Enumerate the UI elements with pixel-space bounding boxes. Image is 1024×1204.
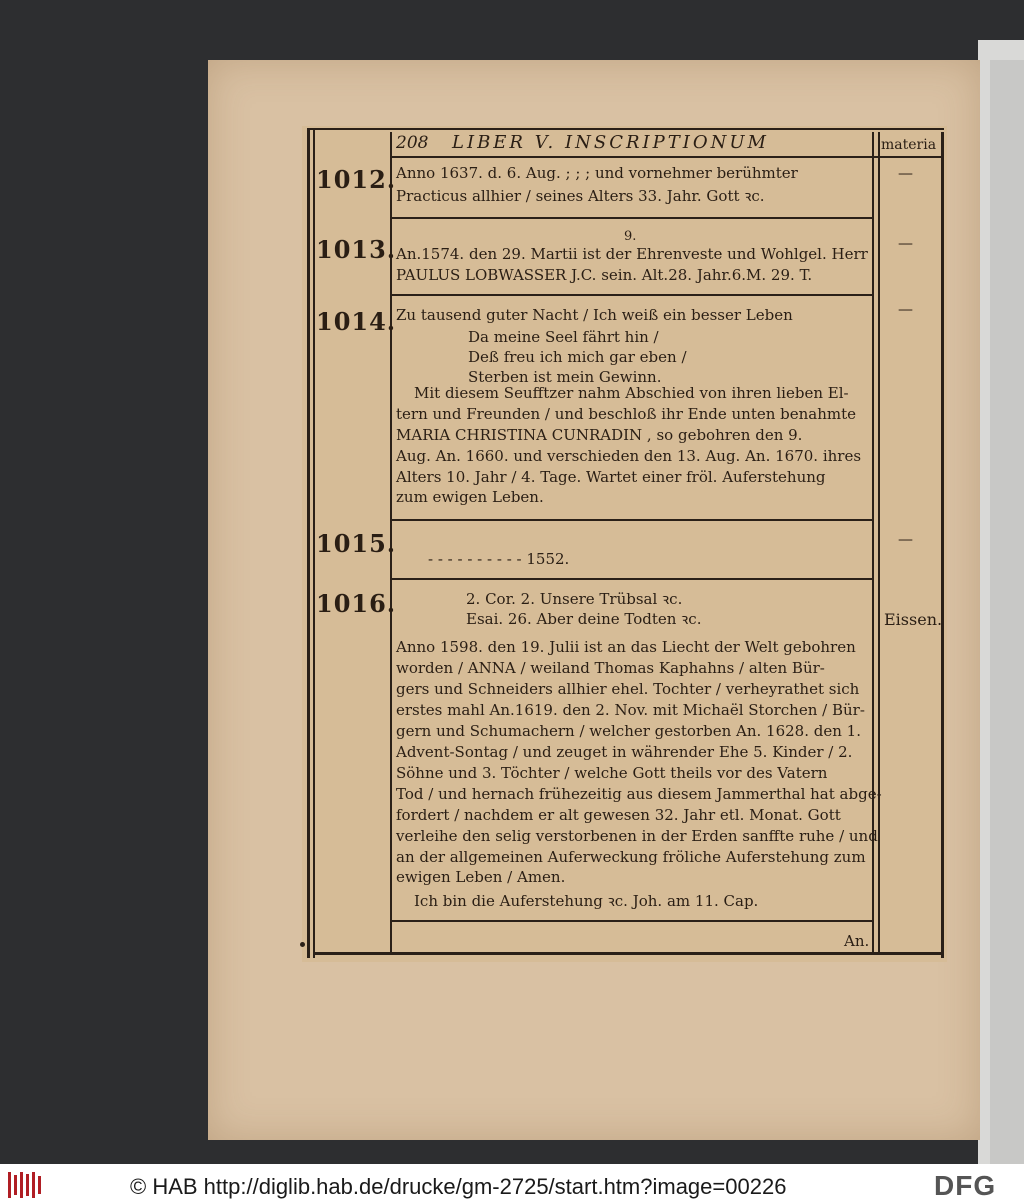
entry-number: 1013.	[316, 235, 397, 264]
inscription-line: verleihe den selig verstorbenen in der Erden sanffte ruhe / und	[396, 827, 878, 845]
inscription-line: MARIA CHRISTINA CUNRADIN , so gebohren den 9.	[396, 426, 803, 444]
inscription-line: Esai. 26. Aber deine Todten ꝛc.	[466, 610, 702, 628]
inscription-line: Mit diesem Seufftzer nahm Abschied von ihren lieben El-	[414, 384, 849, 402]
inscription-line: Ich bin die Auferstehung ꝛc. Joh. am 11. Cap.	[414, 892, 759, 910]
entry-number: 1012.	[316, 165, 397, 194]
inscription-line: PAULUS LOBWASSER J.C. sein. Alt.28. Jahr.6.M. 29. T.	[396, 266, 813, 284]
inscription-line: zum ewigen Leben.	[396, 488, 544, 506]
copyright-url[interactable]: © HAB http://diglib.hab.de/drucke/gm-2725/start.htm?image=00226	[130, 1174, 787, 1199]
inscription-line: Practicus allhier / seines Alters 33. Jahr. Gott ꝛc.	[396, 187, 765, 205]
inscription-line: Zu tausend guter Nacht / Ich weiß ein besser Leben	[396, 306, 793, 324]
materia-mark: —	[898, 164, 913, 182]
materia-column-header: materia	[881, 137, 937, 153]
frame-bottom-rule	[313, 952, 944, 955]
entry-rule-1014	[390, 519, 872, 521]
materia-label: Eissen.	[884, 610, 943, 629]
inscription-line: - - - - - - - - - - 1552.	[428, 550, 570, 568]
entry-rule-1015	[390, 578, 872, 580]
frame-top-rule	[307, 128, 944, 130]
materia-mark: —	[898, 300, 913, 318]
entry-rule-1012	[390, 217, 872, 219]
materia-column-divider-right	[878, 132, 880, 952]
entry-number: 1014.	[316, 307, 397, 336]
inscription-line: worden / ANNA / weiland Thomas Kaphahns / alten Bür-	[396, 659, 825, 677]
inscription-line: Advent-Sontag / und zeuget in währender Ehe 5. Kinder / 2.	[396, 743, 853, 761]
inscription-line: gers und Schneiders allhier ehel. Tochter / verheyrathet sich	[396, 680, 860, 698]
header-rule	[390, 156, 944, 158]
page-number: 208	[396, 133, 429, 153]
frame-right-outer	[941, 132, 944, 958]
inscription-line: Anno 1598. den 19. Julii ist an das Liecht der Welt gebohren	[396, 638, 856, 656]
entry-number: 1016.	[316, 589, 397, 618]
inscription-line: Deß freu ich mich gar eben /	[468, 348, 687, 366]
entry-rule-1016	[390, 920, 872, 922]
margin-dot	[300, 942, 305, 947]
inscription-line: an der allgemeinen Auferweckung fröliche Auferstehung zum	[396, 848, 866, 866]
materia-mark: —	[898, 234, 913, 252]
inscription-line: Tod / und hernach frühezeitig aus diesem Jammerthal hat abge-	[396, 785, 882, 803]
adjacent-page-edge-inner	[990, 60, 1024, 1164]
inscription-line: Da meine Seel fährt hin /	[468, 328, 659, 346]
materia-mark: —	[898, 530, 913, 548]
inscription-line: Aug. An. 1660. und verschieden den 13. Aug. An. 1670. ihres	[396, 447, 862, 465]
inscription-line: fordert / nachdem er alt gewesen 32. Jahr etl. Monat. Gott	[396, 806, 841, 824]
inscription-line: Alters 10. Jahr / 4. Tage. Wartet einer fröl. Auferstehung	[396, 468, 826, 486]
dfg-logo: DFG	[934, 1170, 997, 1201]
entry-number: 1015.	[316, 529, 397, 558]
frame-left-inner	[313, 128, 315, 958]
running-title: LIBER V. INSCRIPTIONUM	[452, 132, 769, 153]
inscription-line: An.1574. den 29. Martii ist der Ehrenveste und Wohlgel. Herr	[396, 245, 868, 263]
inscription-line: 9.	[624, 229, 637, 244]
inscription-line: tern und Freunden / und beschloß ihr Ende unten benahmte	[396, 405, 857, 423]
inscription-line: Sterben ist mein Gewinn.	[468, 368, 662, 386]
catchword: An.	[844, 932, 870, 950]
inscription-line: 2. Cor. 2. Unsere Trübsal ꝛc.	[466, 590, 683, 608]
inscription-line: erstes mahl An.1619. den 2. Nov. mit Michaël Storchen / Bür-	[396, 701, 865, 719]
inscription-line: Anno 1637. d. 6. Aug. ; ; ; und vornehmer berühmter	[396, 164, 798, 182]
inscription-line: Söhne und 3. Töchter / welche Gott theils vor des Vatern	[396, 764, 828, 782]
hab-logo-icon	[6, 1172, 46, 1198]
entry-rule-1013	[390, 294, 872, 296]
frame-left-outer	[307, 128, 310, 958]
inscription-line: ewigen Leben / Amen.	[396, 868, 566, 886]
inscription-line: gern und Schumachern / welcher gestorben An. 1628. den 1.	[396, 722, 861, 740]
